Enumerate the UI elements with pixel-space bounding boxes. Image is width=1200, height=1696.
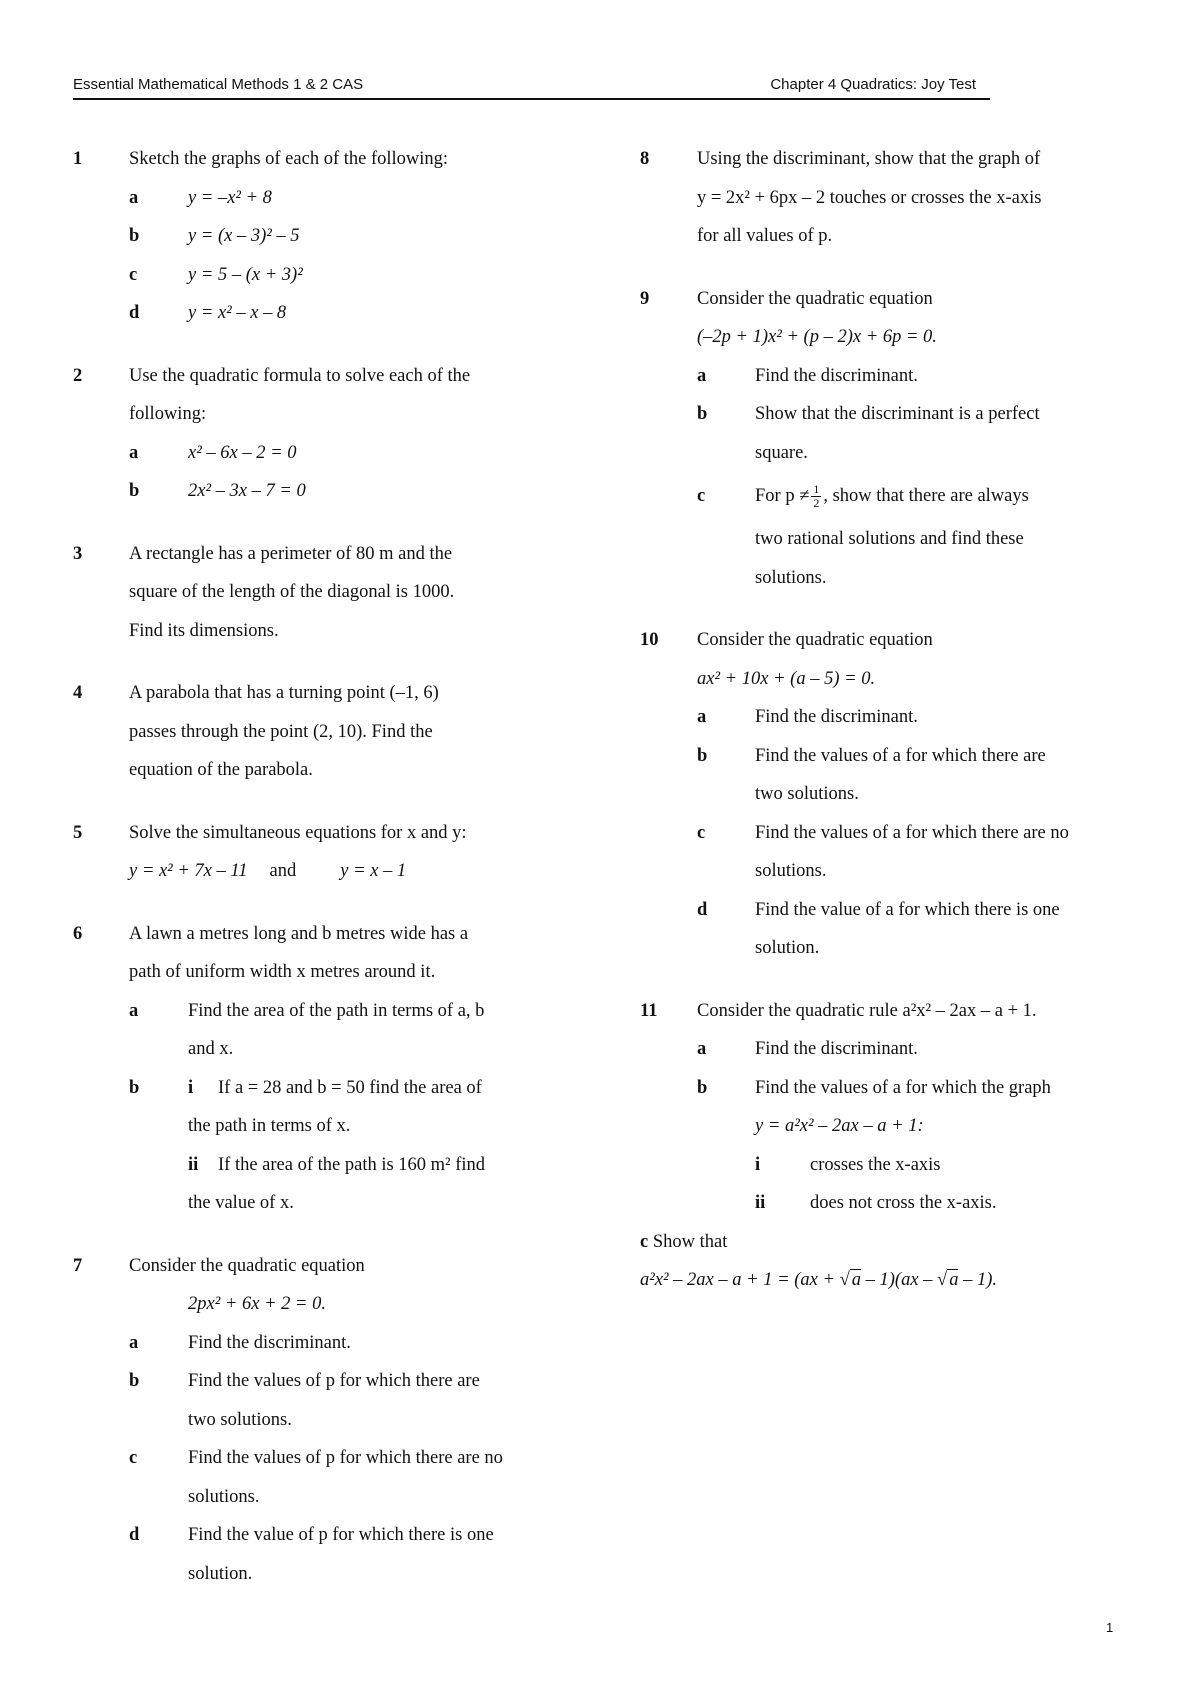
part-label: c (129, 264, 138, 285)
part-text: If a = 28 and b = 50 find the area of (218, 1077, 482, 1098)
question-11 (640, 992, 1160, 1300)
equation: (–2p + 1)x² + (p – 2)x + 6p = 0. (697, 327, 937, 347)
question-stem: following: (129, 404, 207, 424)
part-text: 2x² – 3x – 7 = 0 (188, 481, 306, 501)
part-label: c (697, 822, 706, 843)
part-text: and x. (188, 1039, 234, 1059)
question-stem: Sketch the graphs of each of the following: (129, 149, 449, 169)
equation: 2px² + 6x + 2 = 0. (188, 1294, 327, 1314)
question-2 (73, 357, 573, 511)
question-number: 3 (73, 543, 83, 564)
question-number: 2 (73, 365, 83, 386)
question-8 (640, 140, 1160, 256)
part-text: Find the values of a for which there are (755, 745, 1046, 766)
equation: ax² + 10x + (a – 5) = 0. (697, 668, 876, 689)
equation-1: y = x² + 7x – 11 (129, 861, 248, 881)
question-text: square of the length of the diagonal is 1000. (129, 582, 455, 602)
sqrt-a: a (949, 1270, 959, 1290)
part-text: Find the area of the path in terms of a, b (188, 1000, 485, 1021)
part-label: d (129, 303, 140, 323)
part-label: b (129, 1371, 140, 1391)
question-number: 8 (640, 149, 650, 169)
part-label: c (697, 486, 706, 506)
part-label: a (697, 1039, 707, 1059)
part-text-suffix: , show that there are always (823, 486, 1029, 506)
question-text: A lawn a metres long and b metres wide has a (129, 923, 469, 944)
part-text: Find the value of a for which there is one (755, 899, 1060, 920)
question-7 (73, 1247, 573, 1594)
question-number: 11 (640, 1000, 658, 1021)
equation-lhs: a²x² – 2ax – a + 1 = (ax + (640, 1270, 840, 1290)
part-label: b (129, 226, 140, 246)
part-text: Find the discriminant. (755, 365, 918, 386)
part-label: b (129, 1077, 140, 1098)
part-text: Find the value of p for which there is one (188, 1525, 494, 1545)
part-label: a (129, 442, 139, 463)
part-text: solution. (188, 1563, 253, 1584)
question-stem: Use the quadratic formula to solve each of the (129, 365, 471, 386)
part-label: a (129, 187, 139, 208)
part-label: d (697, 899, 708, 920)
part-text: the value of x. (188, 1193, 294, 1213)
question-3 (73, 535, 573, 651)
question-9 (640, 280, 1160, 598)
equation-mid: – 1)(ax – (861, 1270, 938, 1290)
part-text: solution. (755, 938, 820, 958)
part-label: b (697, 404, 708, 424)
part-text: two solutions. (188, 1409, 292, 1430)
question-text: Solve the simultaneous equations for x and y: (129, 822, 467, 843)
roman-label: i (755, 1154, 761, 1175)
question-text: passes through the point (2, 10). Find the (129, 721, 433, 742)
part-text: Find the discriminant. (755, 707, 918, 727)
header-book-title: Essential Mathematical Methods 1 & 2 CAS (73, 76, 364, 93)
part-label: c (129, 1448, 138, 1468)
question-text: for all values of p. (697, 226, 833, 246)
roman-label: ii (755, 1193, 766, 1213)
part-label: c (640, 1231, 649, 1252)
question-text: path of uniform width x metres around it. (129, 962, 436, 982)
part-text: the path in terms of x. (188, 1116, 351, 1136)
part-text: Find the values of p for which there are no (188, 1448, 503, 1468)
fraction-numerator: 1 (813, 482, 820, 497)
part-text: y = x² – x – 8 (188, 303, 287, 323)
sqrt-a: a (851, 1270, 861, 1290)
question-number: 4 (73, 683, 83, 703)
question-stem: Consider the quadratic rule a²x² – 2ax – a + 1. (697, 1000, 1037, 1021)
question-number: 7 (73, 1255, 83, 1276)
question-number: 10 (640, 630, 659, 650)
part-text: Find the discriminant. (755, 1039, 918, 1059)
question-stem: Consider the quadratic equation (697, 288, 933, 309)
question-number: 6 (73, 923, 83, 944)
part-text: x² – 6x – 2 = 0 (188, 442, 297, 463)
roman-label: ii (188, 1154, 199, 1175)
question-4 (73, 674, 573, 790)
part-text-prefix: For p ≠ (755, 486, 810, 506)
equation-2: y = x – 1 (340, 861, 407, 881)
question-stem: Consider the quadratic equation (697, 630, 933, 650)
part-text: y = –x² + 8 (188, 187, 272, 208)
part-text: does not cross the x-axis. (810, 1193, 997, 1213)
part-text: y = 5 – (x + 3)² (188, 264, 303, 285)
question-text: y = 2x² + 6px – 2 touches or crosses the x-axis (697, 187, 1042, 208)
question-6 (73, 915, 573, 1223)
part-text: two solutions. (755, 784, 859, 804)
question-1 (73, 140, 573, 333)
roman-label: i (188, 1077, 194, 1098)
part-text: solutions. (755, 567, 827, 588)
part-text: Find the discriminant. (188, 1332, 351, 1353)
question-text: Find its dimensions. (129, 620, 279, 641)
question-10 (640, 621, 1160, 968)
question-number: 5 (73, 822, 83, 843)
part-text: crosses the x-axis (810, 1154, 941, 1175)
part-label: a (697, 365, 707, 386)
part-label: b (697, 1077, 708, 1098)
part-text: y = (x – 3)² – 5 (188, 226, 300, 246)
part-text: solutions. (755, 861, 827, 881)
question-text: A parabola that has a turning point (–1, 6) (129, 683, 439, 703)
question-5 (73, 814, 573, 891)
part-label: b (697, 745, 708, 766)
part-text: Find the values of a for which there are no (755, 822, 1069, 843)
part-label: d (129, 1525, 140, 1545)
left-column (73, 140, 573, 1617)
question-number: 9 (640, 288, 650, 309)
part-text: square. (755, 442, 808, 463)
part-text: two rational solutions and find these (755, 529, 1024, 549)
question-number: 1 (73, 149, 83, 169)
question-text: Using the discriminant, show that the graph of (697, 149, 1041, 169)
part-text: Show that the discriminant is a perfect (755, 404, 1040, 424)
fraction-denominator: 2 (813, 496, 820, 511)
right-column (640, 140, 1160, 1324)
part-text: If the area of the path is 160 m² find (218, 1154, 486, 1175)
header-chapter-title: Chapter 4 Quadratics: Joy Test (770, 76, 976, 93)
conjunction: and (269, 861, 297, 881)
page-header (73, 76, 990, 100)
part-text: Find the values of p for which there are (188, 1371, 480, 1391)
part-equation: y = a²x² – 2ax – a + 1: (755, 1116, 924, 1136)
fraction-one-half (811, 483, 821, 510)
part-text: Show that (652, 1231, 728, 1252)
equation-end: – 1). (958, 1270, 997, 1290)
question-text: A rectangle has a perimeter of 80 m and the (129, 543, 453, 564)
question-text: equation of the parabola. (129, 760, 313, 780)
part-text: Find the values of a for which the graph (755, 1077, 1051, 1098)
factorisation-equation: a²x² – 2ax – a + 1 = (ax + √ a – 1)(ax – √ a – 1). (640, 1270, 997, 1290)
part-text: solutions. (188, 1486, 260, 1507)
question-stem: Consider the quadratic equation (129, 1255, 365, 1276)
part-label: a (697, 707, 707, 727)
part-label: a (129, 1000, 139, 1021)
part-label: b (129, 481, 140, 501)
part-label: a (129, 1332, 139, 1353)
page-number: 1 (1106, 1620, 1114, 1635)
